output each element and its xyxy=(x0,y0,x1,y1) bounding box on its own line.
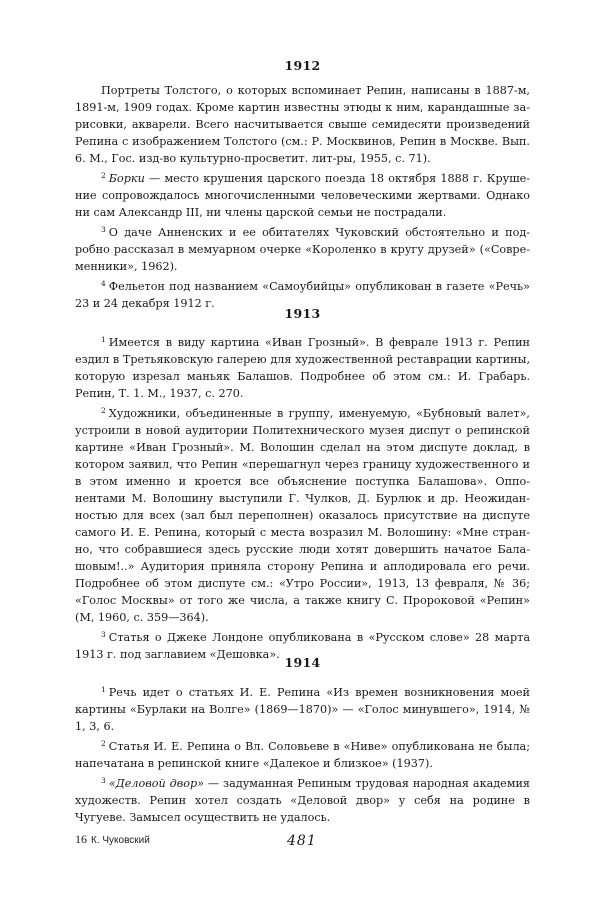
note-text: Статья И. Е. Репина о Вл. Соловьеве в «Ниве» опубликована не была; напечатана в репинской книге «Далекое и близкое» (1937). xyxy=(75,740,530,770)
footnote-number: 1 xyxy=(101,335,106,344)
year-heading-1914: 1914 xyxy=(284,655,321,670)
notes-section-1913 xyxy=(75,331,530,663)
notes-section-1912 xyxy=(75,82,530,312)
note-text: Фельетон под названием «Самоубийцы» опубликован в газете «Речь» 23 и 24 декабря 1912 г. xyxy=(75,280,530,310)
note-paragraph xyxy=(75,772,530,826)
footnote-number: 4 xyxy=(101,279,106,288)
note-paragraph xyxy=(75,221,530,275)
note-text: — место крушения царского поезда 18 октября 1888 г. Крушение сопровождалось многочисленными человеческими жертвами. Однако ни сам Александр III, ни члены царской семьи не пострадали. xyxy=(75,172,530,219)
note-text: Статья о Джеке Лондоне опубликована в «Русском слове» 28 марта 1913 г. под заглавием «Дешовка». xyxy=(75,631,530,661)
year-heading-1912: 1912 xyxy=(284,58,321,73)
footnote-number: 3 xyxy=(101,225,106,234)
note-paragraph xyxy=(75,167,530,221)
note-paragraph xyxy=(75,681,530,735)
note-italic-term: Борки xyxy=(108,172,145,185)
notes-section-1914 xyxy=(75,681,530,826)
signature-number: 16 xyxy=(75,832,87,846)
note-italic-term: «Деловой двор» xyxy=(108,777,204,790)
printer-signature xyxy=(75,832,150,847)
note-paragraph xyxy=(75,331,530,402)
note-text: Портреты Толстого, о которых вспоминает Репин, написаны в 1887-м, 1891-м, 1909 годах. Кроме картин известны этюды к ним, карандашные зарисовки, акварели. Всего насчитывается свыше семидесяти произведений Репина с изображением Толстого (см.: Р. Москвинов, Репин в Москве. Вып. 6. М., Гос. изд-во культурно-просветит. лит-ры, 1955, с. 71). xyxy=(75,84,530,165)
footnote-number: 3 xyxy=(101,776,106,785)
note-paragraph xyxy=(75,402,530,626)
note-paragraph xyxy=(75,735,530,772)
note-paragraph xyxy=(75,82,530,167)
year-heading-1913: 1913 xyxy=(284,306,321,321)
page-number: 481 xyxy=(287,833,317,849)
note-text: Художники, объединенные в группу, именуемую, «Бубновый валет», устроили в новой аудитории Политехнического музея диспут о репинской картине «Иван Грозный». М. Волошин сделал на этом диспуте доклад, в котором заявил, что Репин «перешагнул через границу художественного и в этом именно и кроется все объяснение поступка Балашова». Оппонентами М. Волошину выступили Г. Чулков, Д. Бурлюк и др. Неожиданностью для всех (зал был переполнен) оказалось присутствие на диспуте самого И. Е. Репина, который с места возразил М. Волошину: «Мне странно, что собравшиеся здесь русские люди хотят довершить начатое Балашовым!..» Аудитория приняла сторону Репина и аплодировала его речи. Подробнее об этом диспуте см.: «Утро России», 1913, 13 февраля, № 36; «Голос Москвы» от того же числа, а также книгу С. Пророковой «Репин» (М, 1960, с. 359—364). xyxy=(75,407,530,624)
footnote-number: 2 xyxy=(101,406,106,415)
footnote-number: 3 xyxy=(101,630,106,639)
note-text: Речь идет о статьях И. Е. Репина «Из времен возникновения моей картины «Бурлаки на Волге» (1869—1870)» — «Голос минувшего», 1914, № 1, 3, 6. xyxy=(75,686,530,733)
note-text: Имеется в виду картина «Иван Грозный». В феврале 1913 г. Репин ездил в Третьяковскую галерею для художественной реставрации картины, которую изрезал маньяк Балашов. Подробнее об этом см.: И. Грабарь. Репин, Т. 1. М., 1937, с. 270. xyxy=(75,336,530,400)
note-text: — задуманная Репиным трудовая народная академия художеств. Репин хотел создать «Деловой двор» у себя на родине в Чугуеве. Замысел осуществить не удалось. xyxy=(75,777,530,824)
note-text: О даче Анненских и ее обитателях Чуковский обстоятельно и подробно рассказал в мемуарном очерке «Короленко в кругу друзей» («Современники», 1962). xyxy=(75,226,530,273)
footnote-number: 1 xyxy=(101,685,106,694)
footnote-number: 2 xyxy=(101,739,106,748)
footnote-number: 2 xyxy=(101,171,106,180)
signature-author: К. Чуковский xyxy=(91,835,150,846)
